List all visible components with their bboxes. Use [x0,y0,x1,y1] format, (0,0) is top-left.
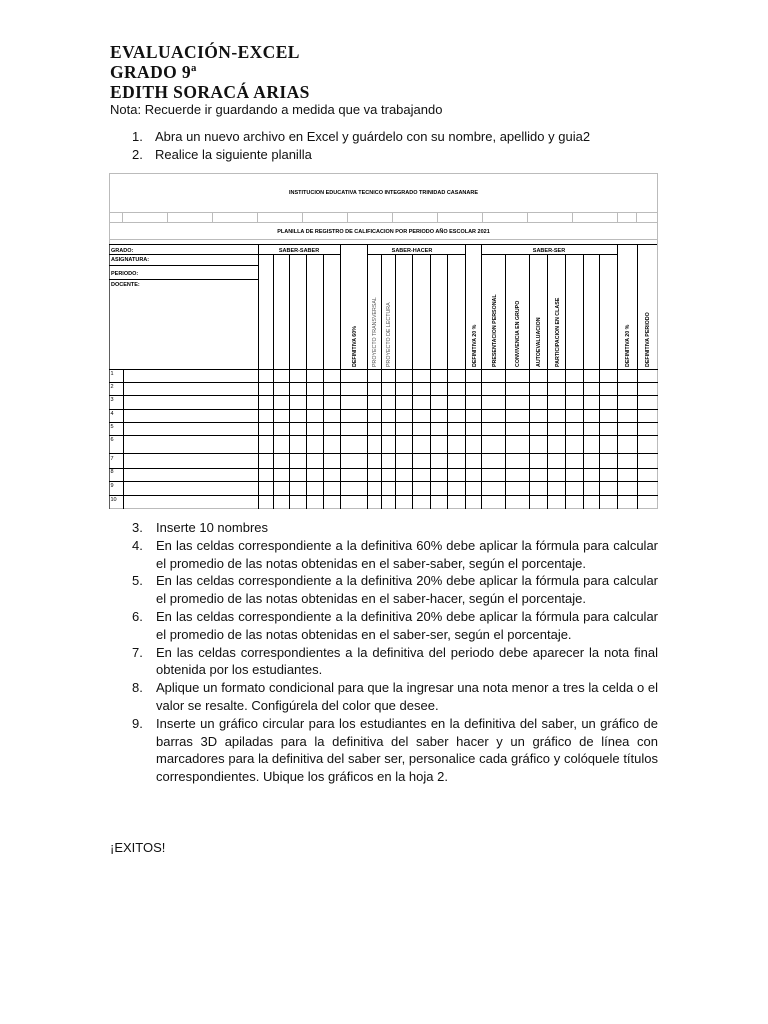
row-number: 7 [110,456,114,462]
group-saber-saber: SABER-SABER [278,248,320,254]
list-item [110,644,658,680]
doc-author: EDITH SORACÁ ARIAS [110,82,310,102]
col-definitiva-20-ser: DEFINITIVA 20 % [625,324,631,367]
col-autoevaluacion: AUTOEVALUACION [536,317,542,367]
doc-grade: GRADO 9ª [110,62,197,82]
note-text: Recuerde ir guardando a medida que va trabajando [141,102,443,117]
row-number: 6 [110,437,114,443]
col-presentacion-personal: PRESENTACION PERSONAL [492,294,498,367]
row-number: 2 [110,384,114,390]
col-definitiva-60: DEFINITIVA 60% [352,326,358,367]
row-number: 1 [110,371,114,377]
institution-name: INSTITUCION EDUCATIVA TECNICO INTEGRADO TRINIDAD CASANARE [288,190,479,196]
step-text: En las celdas correspondientes a la definitiva del periodo debe aparecer la nota final obtenida por los estudiantes. [156,644,658,678]
group-saber-ser: SABER-SER [532,248,566,254]
col-definitiva-periodo: DEFINITIVA PERIODO [645,312,651,367]
row-number: 3 [110,397,114,403]
col-proyecto-transversal: PROYECTO TRANSVERSAL [372,297,378,367]
step-text: Aplique un formato condicional para que la ingresar una nota menor a tres la celda o el valor se resalte. Configúrela del color que desee. [156,680,658,713]
col-definitiva-20-hacer: DEFINITIVA 20 % [472,324,478,367]
docente-label: DOCENTE: [111,282,140,288]
step-number: 1. [132,129,143,144]
step-number: 3. [132,520,143,535]
step-number: 4. [132,537,143,553]
step-number: 6. [132,608,143,624]
steps-top-list [110,128,590,164]
step-text: Inserte 10 nombres [156,520,269,535]
grado-label: GRADO: [111,248,134,254]
step-number: 9. [132,715,143,731]
group-saber-hacer: SABER-HACER [391,248,433,254]
step-text: En las celdas correspondiente a la definitiva 60% debe aplicar la fórmula para calcular el promedio de las notas obtenidas en el saber-saber, según el porcentaje. [156,537,658,571]
grade-sheet-svg [109,173,658,509]
periodo-label: PERIODO: [111,271,139,277]
col-convivencia-grupo: CONVIVENCIA EN GRUPO [515,300,521,367]
step-text: En las celdas correspondiente a la definitiva 20% debe aplicar la fórmula para calcular el promedio de las notas obtenidas en el saber-hacer, según el porcentaje. [156,573,658,607]
row-number: 5 [110,424,114,430]
asignatura-label: ASIGNATURA: [111,257,150,263]
closing-text: ¡EXITOS! [110,840,166,855]
list-item [110,715,658,786]
grade-sheet-image [109,173,658,509]
row-number: 4 [110,411,114,417]
step-text: Abra un nuevo archivo en Excel y guárdelo con su nombre, apellido y guia2 [155,129,591,144]
doc-title: EVALUACIÓN-EXCEL [110,42,300,62]
list-item [110,537,658,573]
step-text: Inserte un gráfico circular para los estudiantes en la definitiva del saber, un gráfico de barras 3D apiladas para la definitiva del saber hacer y un gráfico de línea con marcadores para la definitiva del saber ser, personalice cada gráfico y colóquele títulos correspondientes. Ubique los gráficos en la hoja 2. [156,715,658,785]
step-number: 2. [132,147,143,162]
list-item [110,146,590,164]
step-number: 8. [132,680,143,696]
row-number: 10 [110,497,117,503]
step-text: Realice la siguiente planilla [155,147,312,162]
step-text: En las celdas correspondiente a la definitiva 20% debe aplicar la fórmula para calcular el promedio de las notas obtenidas en el saber-ser, según el porcentaje. [156,608,658,642]
col-participacion-clase: PARTICIPACION EN CLASE [555,297,561,367]
row-number: 9 [110,483,114,489]
list-item [110,519,658,537]
list-item [110,128,590,146]
step-number: 5. [132,573,143,589]
planilla-title: PLANILLA DE REGISTRO DE CALIFICACION POR PERIODO AÑO ESCOLAR 2021 [277,229,490,235]
row-number: 8 [110,469,114,475]
col-proyecto-lectura: PROYECTO DE LECTURA [386,302,392,367]
steps-bottom-list [110,519,658,786]
note [110,102,442,117]
list-item [110,608,658,644]
step-number: 7. [132,644,143,660]
list-item [110,679,658,715]
note-label: Nota: [110,102,142,117]
list-item [110,572,658,608]
